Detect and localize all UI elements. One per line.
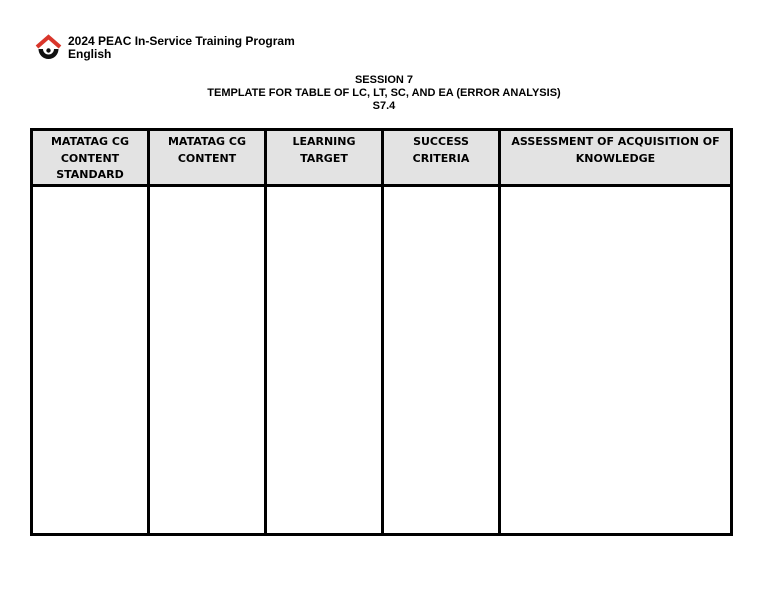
column-header-success-criteria: SUCCESS CRITERIA [383, 130, 500, 186]
column-header-learning-target: LEARNING TARGET [266, 130, 383, 186]
header-text [68, 34, 295, 61]
table-cell[interactable] [32, 185, 149, 535]
column-header-content-standard: MATATAG CG CONTENT STANDARD [32, 130, 149, 186]
table-cell[interactable] [500, 185, 732, 535]
document-header [35, 34, 295, 62]
column-header-assessment: ASSESSMENT OF ACQUISITION OF KNOWLEDGE [500, 130, 732, 186]
table-row [32, 185, 732, 535]
table-header-row [32, 130, 732, 186]
column-header-content: MATATAG CG CONTENT [149, 130, 266, 186]
session-heading [0, 74, 768, 113]
program-title: 2024 PEAC In-Service Training Program [68, 34, 295, 48]
template-table [30, 128, 733, 536]
subject-label: English [68, 47, 112, 61]
table-cell[interactable] [149, 185, 266, 535]
session-title: SESSION 7 [354, 74, 414, 86]
session-code: S7.4 [372, 100, 396, 112]
table-cell[interactable] [383, 185, 500, 535]
table-cell[interactable] [266, 185, 383, 535]
session-subtitle: TEMPLATE FOR TABLE OF LC, LT, SC, AND EA (ERROR ANALYSIS) [207, 87, 561, 99]
peac-logo-icon [35, 34, 62, 62]
